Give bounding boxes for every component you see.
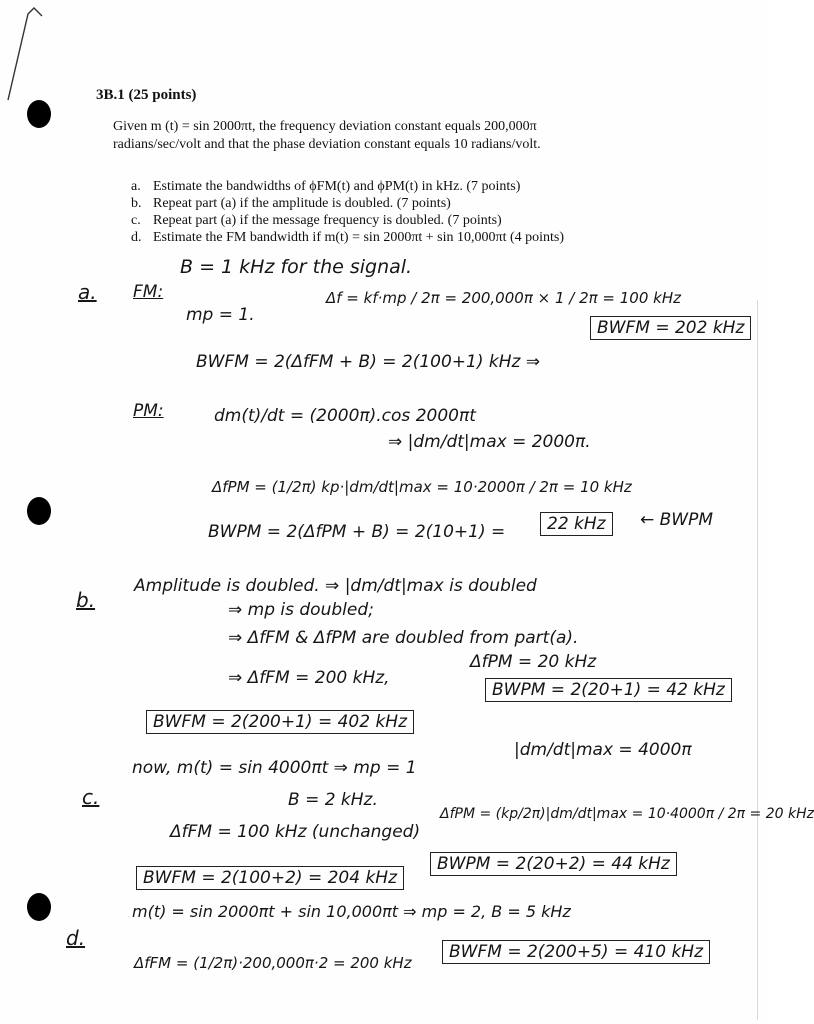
part-c-line-1: now, m(t) = sin 4000πt ⇒ mp = 1: [132, 758, 417, 778]
corner-pen-mark: [0, 0, 60, 110]
item-text: Repeat part (a) if the amplitude is doubled. (7 points): [153, 196, 451, 211]
part-a-marker: a.: [78, 280, 97, 304]
item-text: Estimate the FM bandwidth if m(t) = sin 2000πt + sin 10,000πt (4 points): [153, 230, 565, 245]
item-text: Repeat part (a) if the message frequency is doubled. (7 points): [153, 213, 502, 228]
part-c-marker: c.: [82, 785, 100, 809]
part-c-pm-bandwidth: BWPM = 2(20+2) = 44 kHz: [430, 852, 677, 876]
punch-hole-middle: [27, 497, 51, 525]
pm-derivative: dm(t)/dt = (2000π).cos 2000πt: [214, 406, 476, 426]
item-marker: c.: [131, 213, 141, 228]
fm-bandwidth-result: BWFM = 202 kHz: [590, 316, 751, 340]
punch-hole-top: [27, 100, 51, 128]
problem-item-c: [131, 212, 502, 230]
fm-bandwidth-calc: BWFM = 2(ΔfFM + B) = 2(100+1) kHz ⇒: [196, 352, 541, 372]
problem-item-a: [131, 178, 520, 196]
problem-given-line-2: radians/sec/volt and that the phase deviation constant equals 10 radians/volt.: [113, 137, 541, 152]
part-b-fm-bandwidth: BWFM = 2(200+1) = 402 kHz: [146, 710, 414, 734]
pm-derivative-max: ⇒ |dm/dt|max = 2000π.: [388, 432, 591, 452]
problem-item-d: [131, 229, 564, 247]
part-d-fm-deviation: ΔfFM = (1/2π)·200,000π·2 = 200 kHz: [134, 954, 412, 972]
page-edge-line: [757, 300, 758, 1020]
problem-title: 3B.1 (25 points): [96, 87, 197, 103]
part-b-line-4: ⇒ ΔfFM = 200 kHz,: [228, 668, 390, 688]
pm-bandwidth-calc: BWPM = 2(ΔfPM + B) = 2(10+1) =: [208, 522, 506, 542]
part-b-line-1: Amplitude is doubled. ⇒ |dm/dt|max is doubled: [134, 576, 537, 596]
item-marker: a.: [131, 179, 141, 194]
part-b-pm-deviation: ΔfPM = 20 kHz: [470, 652, 597, 672]
mp-value: mp = 1.: [186, 305, 255, 325]
part-b-line-2: ⇒ mp is doubled;: [228, 600, 374, 620]
pm-bandwidth-tag: ← BWPM: [640, 510, 714, 530]
pm-delta-f: ΔfPM = (1/2π) kp·|dm/dt|max = 10·2000π / 2π = 10 kHz: [212, 478, 632, 496]
part-d-fm-bandwidth: BWFM = 2(200+5) = 410 kHz: [442, 940, 710, 964]
problem-given-line-1: Given m (t) = sin 2000πt, the frequency deviation constant equals 200,000π: [113, 119, 537, 134]
part-d-line-1: m(t) = sin 2000πt + sin 10,000πt ⇒ mp = 2, B = 5 kHz: [132, 902, 571, 921]
part-c-fm-bandwidth: BWFM = 2(100+2) = 204 kHz: [136, 866, 404, 890]
part-c-bandwidth: B = 2 kHz.: [288, 790, 378, 810]
pm-bandwidth-result: 22 kHz: [540, 512, 613, 536]
part-b-pm-bandwidth: BWPM = 2(20+1) = 42 kHz: [485, 678, 732, 702]
part-c-derivative-max: |dm/dt|max = 4000π: [514, 740, 692, 760]
part-b-line-3: ⇒ ΔfFM & ΔfPM are doubled from part(a).: [228, 628, 579, 648]
signal-bandwidth-note: B = 1 kHz for the signal.: [180, 256, 413, 278]
punch-hole-bottom: [27, 893, 51, 921]
fm-delta-f: Δf = kf·mp / 2π = 200,000π × 1 / 2π = 100 kHz: [326, 289, 681, 307]
part-d-marker: d.: [66, 926, 86, 950]
item-marker: d.: [131, 230, 142, 245]
pm-label: PM:: [133, 401, 164, 421]
problem-item-b: [131, 195, 451, 213]
part-c-pm-deviation: ΔfPM = (kp/2π)|dm/dt|max = 10·4000π / 2π = 20 kHz: [440, 806, 814, 822]
item-text: Estimate the bandwidths of ϕFM(t) and ϕPM(t) in kHz. (7 points): [153, 179, 521, 194]
part-c-fm-deviation: ΔfFM = 100 kHz (unchanged): [170, 822, 421, 842]
item-marker: b.: [131, 196, 142, 211]
part-b-marker: b.: [76, 588, 96, 612]
fm-label: FM:: [133, 282, 164, 302]
